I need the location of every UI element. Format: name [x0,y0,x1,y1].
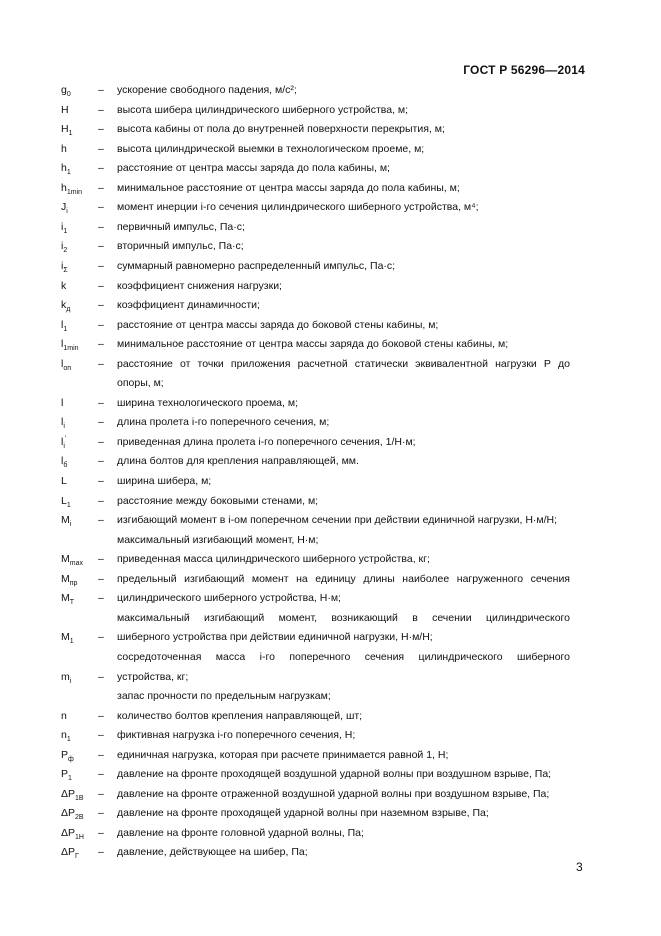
dash-separator: – [98,787,104,800]
dash-separator: – [98,553,104,566]
symbol-base: k [61,279,67,292]
symbol-subscript: i [69,677,72,685]
definition-text: устройства, кг; [117,670,189,683]
dash-separator: – [98,826,104,839]
definition-row [0,414,661,430]
definition-text: ускорение свободного падения, м/с²; [117,84,297,96]
definition-row [0,649,661,665]
definition-row [0,610,661,626]
symbol-base: m [61,670,70,683]
definition-row [0,180,661,196]
definition-row [0,453,661,469]
symbol-subscript: 1 [66,501,71,509]
definition-row [0,551,661,567]
definition-row [0,434,661,450]
definition-row [0,160,661,176]
symbol [61,102,69,118]
symbol-base: h [61,162,67,175]
definition-row [0,141,661,157]
definition-text: высота шибера цилиндрического шиберного устройства, м; [117,103,409,116]
definition-row [0,805,661,821]
definition-text: расстояние между боковыми стенами, м; [117,494,319,507]
symbol-subscript: 0 [66,91,71,99]
symbol [61,317,67,333]
symbol-base: l [61,357,64,370]
symbol [61,278,66,294]
definition-row [0,473,661,489]
dash-separator: – [98,181,104,194]
symbol-subscript: 1 [66,736,71,744]
symbol-base: g [61,84,67,96]
symbol [61,825,84,841]
definition-row [0,629,661,645]
symbol-base: M [61,514,70,527]
definition-text: момент инерции i-го сечения цилиндрического шиберного устройства, м⁴; [117,201,479,214]
definition-text: цилиндрического шиберного устройства, Н·м; [117,592,341,605]
symbol [61,121,73,137]
definition-text: расстояние от центра массы заряда до пола кабины, м; [117,162,390,175]
definition-row [0,238,661,254]
symbol-subscript: i [63,442,65,450]
dash-separator: – [98,240,104,253]
symbol [61,493,71,509]
definition-row [0,278,661,294]
definition-row [0,786,661,802]
symbol [61,669,71,685]
symbol-subscript: i [66,208,68,216]
definition-row [0,395,661,411]
symbol-subscript: i [63,423,65,431]
dash-separator: – [98,729,104,742]
definition-row [0,297,661,313]
definition-row [0,688,661,704]
symbol-base: i [61,220,64,233]
symbol-subscript: 1 [68,130,73,138]
symbol-base: l [61,416,64,429]
symbol-subscript: оп [63,364,72,372]
dash-separator: – [98,416,104,429]
symbol-base: P [61,748,69,761]
definition-row [0,317,661,333]
symbol-base: H [61,123,69,136]
symbol [61,786,84,802]
definition-row [0,121,661,137]
definition-text: минимальное расстояние от центра массы заряда до боковой стены кабины, м; [117,338,509,351]
definition-text: первичный импульс, Па·с; [117,220,245,233]
symbol [61,258,68,274]
definition-text: суммарный равномерно распределенный импульс, Па·с; [117,259,396,272]
symbol-base: M [61,631,70,644]
dash-separator: – [98,142,104,155]
definition-text: максимальный изгибающий момент, Н·м; [117,533,319,546]
dash-separator: – [98,475,104,487]
symbol [61,747,74,763]
definition-row [0,199,661,215]
definition-row [0,82,661,98]
definition-text: максимальный изгибающий момент, возникающий в сечении цилиндрического [117,611,570,624]
symbol-base: ΔP [61,846,76,859]
symbol-subscript: Г [75,853,79,861]
symbol-base: M [61,592,70,605]
dash-separator: – [98,279,104,292]
symbol-subscript: 1Н [75,833,84,841]
dash-separator: – [98,631,104,644]
symbol [61,141,67,157]
symbol-subscript: 1 [66,169,71,177]
definition-text: коэффициент динамичности; [117,299,260,312]
dash-separator: – [98,709,104,722]
symbol [61,82,71,98]
definition-row [0,727,661,743]
symbol-superscript: ' [64,435,67,443]
symbol-subscript: max [69,560,83,568]
definition-text: высота цилиндрической выемки в технологическом проеме, м; [117,142,425,155]
symbol-base: P [61,768,69,781]
symbol [61,160,71,176]
definition-text: коэффициент снижения нагрузки; [117,279,282,292]
symbol [61,590,74,606]
symbol-subscript: 1min [66,188,83,196]
symbol-subscript: 1 [69,638,74,646]
definition-text: изгибающий момент в i-ом поперечном сечении при действии единичной нагрузки, Н·м/Н; [117,514,558,527]
definition-text: предельный изгибающий момент на единицу длины наиболее нагруженного сечения [117,572,570,585]
symbol [61,551,83,567]
symbol-base: L [61,475,67,487]
symbol-base: M [61,572,70,585]
dash-separator: – [98,103,104,116]
definition-text: единичная нагрузка, которая при расчете принимается равной 1, Н; [117,748,449,761]
symbol [61,199,68,215]
symbol-base: H [61,103,69,116]
page-number: 3 [576,860,583,874]
symbol-subscript: 1min [63,345,79,353]
document-header: ГОСТ Р 56296—2014 [463,63,585,77]
symbol-base: i [61,240,64,253]
definition-row [0,708,661,724]
symbol-base: h [61,181,67,194]
dash-separator: – [98,201,104,214]
symbol-base: ΔP [61,787,76,800]
symbol-base: l [61,338,64,351]
symbol [61,356,71,372]
definition-text: давление на фронте проходящей воздушной ударной волны при воздушном взрыве, Па; [117,768,552,781]
definition-row [0,590,661,606]
definition-text: опоры, м; [117,377,164,390]
symbol [61,473,67,489]
dash-separator: – [98,357,104,370]
dash-separator: – [98,748,104,761]
definition-row [0,493,661,509]
dash-separator: – [98,807,104,820]
symbol-subscript: 1 [63,227,68,235]
symbol [61,336,79,352]
definition-text: давление на фронте проходящей ударной волны при наземном взрыве, Па; [117,807,489,820]
definition-text: шиберного устройства при действии единичной нагрузки, Н·м/Н; [117,631,433,644]
dash-separator: – [98,572,104,585]
definition-text: длина болтов для крепления направляющей, мм. [117,455,359,468]
symbol [61,180,82,196]
symbol-base: k [61,299,67,312]
symbol [61,219,67,235]
dash-separator: – [98,846,104,859]
symbol-base: n [61,729,67,742]
definition-row [0,844,661,860]
symbol-subscript: д [66,306,71,314]
symbol [61,453,67,469]
definition-row [0,336,661,352]
dash-separator: – [98,123,104,136]
dash-separator: – [98,220,104,233]
definition-row [0,747,661,763]
definition-text: ширина технологического проема, м; [117,396,298,409]
symbol-base: l [61,396,64,409]
symbol [61,629,74,645]
dash-separator: – [98,514,104,527]
symbol-base: M [61,553,70,566]
dash-separator: – [98,162,104,175]
definition-row [0,258,661,274]
definition-row [0,375,661,391]
definition-text: приведенная длина пролета i-го поперечного сечения, 1/Н·м; [117,435,416,448]
symbol-subscript: б [63,462,68,470]
symbol-subscript: Σ [63,267,68,275]
definition-row [0,571,661,587]
symbol [61,727,71,743]
dash-separator: – [98,338,104,351]
symbol-base: l [61,455,64,468]
dash-separator: – [98,396,104,409]
symbol [61,395,63,411]
symbol [61,512,71,528]
symbol-base: n [61,709,67,722]
symbol [61,238,67,254]
symbol-base: J [61,201,67,214]
dash-separator: – [98,592,104,605]
definition-row [0,766,661,782]
symbol [61,766,72,782]
symbol [61,297,70,313]
dash-separator: – [98,84,104,96]
symbol-base: ΔP [61,826,76,839]
symbol-subscript: ф [68,755,74,763]
dash-separator: – [98,435,104,448]
definition-text: минимальное расстояние от центра массы заряда до пола кабины, м; [117,181,460,194]
definition-text: давление на фронте отраженной воздушной ударной волны при воздушном взрыве, Па; [117,787,550,800]
symbol [61,844,79,860]
symbol [61,434,66,450]
definition-row [0,102,661,118]
symbol [61,571,77,587]
symbol-subscript: 2 [63,247,68,255]
dash-separator: – [98,768,104,781]
definition-text: давление, действующее на шибер, Па; [117,846,308,859]
symbol-subscript: пр [69,579,78,587]
symbol-subscript: 1 [68,775,72,783]
definition-text: расстояние от точки приложения расчетной статически эквивалентной нагрузки Р до [117,357,570,370]
definition-text: ширина шибера, м; [117,475,212,487]
dash-separator: – [98,318,104,331]
symbol-base: ΔP [61,807,76,820]
dash-separator: – [98,455,104,468]
symbol [61,414,65,430]
definition-row [0,825,661,841]
symbol-base: l [61,435,64,448]
symbol-subscript: 1 [63,325,68,333]
definition-row [0,219,661,235]
symbol-subscript: i [69,521,72,529]
dash-separator: – [98,494,104,507]
dash-separator: – [98,299,104,312]
definition-row [0,532,661,548]
dash-separator: – [98,259,104,272]
symbol [61,708,67,724]
symbol-base: L [61,494,67,507]
symbol-subscript: 1В [75,794,84,802]
symbol-base: h [61,142,67,155]
symbol-subscript: 2В [75,814,84,822]
symbol [61,805,84,821]
definition-text: высота кабины от пола до внутренней поверхности перекрытия, м; [117,123,445,136]
definition-row [0,356,661,372]
definition-text: фиктивная нагрузка i-го поперечного сечения, Н; [117,729,356,742]
definition-text: запас прочности по предельным нагрузкам; [117,690,331,703]
definition-text: расстояние от центра массы заряда до боковой стены кабины, м; [117,318,439,331]
definition-row [0,512,661,528]
dash-separator: – [98,670,104,683]
definition-text: длина пролета i-го поперечного сечения, м; [117,416,330,429]
definition-row [0,669,661,685]
definition-text: вторичный импульс, Па·с; [117,240,244,253]
definition-text: количество болтов крепления направляющей, шт; [117,709,363,722]
definition-text: приведенная масса цилиндрического шиберного устройства, кг; [117,553,430,566]
symbol-base: l [61,318,64,331]
symbol-base: i [61,259,64,272]
symbol-subscript: T [69,599,75,607]
definition-text: давление на фронте головной ударной волны, Па; [117,826,364,839]
definition-text: сосредоточенная масса i-го поперечного сечения цилиндрического шиберного [117,650,570,663]
